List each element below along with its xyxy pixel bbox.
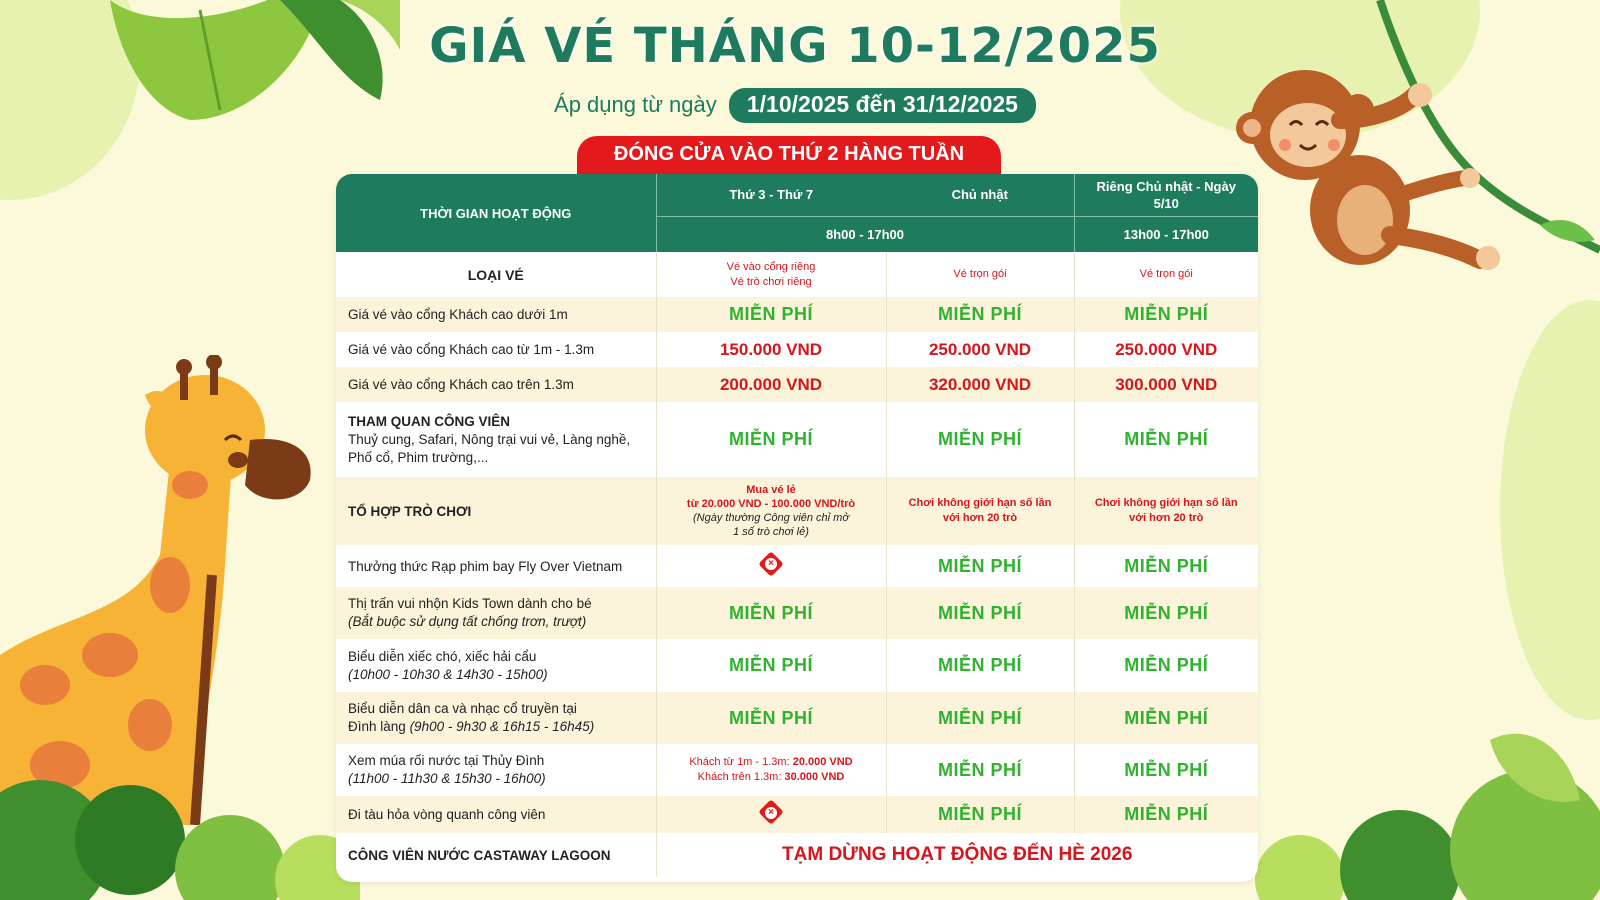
row-note: (9h00 - 9h30 & 16h15 - 16h45)	[409, 719, 595, 734]
free-badge: MIỄN PHÍ	[656, 639, 886, 692]
free-badge: MIỄN PHÍ	[1074, 587, 1258, 639]
table-row	[336, 367, 1258, 402]
table-row	[336, 477, 1258, 545]
price-cell: 300.000 VND	[1074, 367, 1258, 402]
combo-line: từ 20.000 VND - 100.000 VND/trò	[686, 498, 856, 510]
combo-line: Mua vé lẻ	[746, 484, 796, 496]
ticket-type-sunday: Vé trọn gói	[886, 252, 1074, 297]
combo-note: 1 số trò chơi lẻ)	[733, 526, 809, 538]
table-row	[336, 796, 1258, 833]
row-title: CÔNG VIÊN NƯỚC CASTAWAY LAGOON	[336, 833, 656, 877]
apply-dates	[0, 88, 1590, 123]
table-row	[336, 833, 1258, 877]
row-label: Thưởng thức Rạp phim bay Fly Over Vietnam	[336, 545, 656, 587]
free-badge: MIỄN PHÍ	[656, 587, 886, 639]
table-row	[336, 402, 1258, 477]
table-row	[336, 332, 1258, 367]
price-table	[336, 174, 1258, 882]
ticket-type-label: LOẠI VÉ	[336, 252, 656, 297]
row-title: THAM QUAN CÔNG VIÊN	[348, 413, 510, 429]
not-available-glyph: ×	[765, 807, 777, 819]
free-badge: MIỄN PHÍ	[886, 796, 1074, 833]
header-tue-sat: Thứ 3 - Thứ 7	[656, 174, 886, 216]
free-badge: MIỄN PHÍ	[886, 545, 1074, 587]
bush-icon	[0, 730, 360, 900]
header-special-sunday: Riêng Chủ nhật - Ngày 5/10	[1074, 174, 1258, 216]
free-badge: MIỄN PHÍ	[656, 692, 886, 744]
header-operating-time: THỜI GIAN HOẠT ĐỘNG	[336, 174, 656, 252]
free-badge: MIỄN PHÍ	[886, 639, 1074, 692]
row-label: Giá vé vào cổng Khách cao trên 1.3m	[336, 367, 656, 402]
price-cell: 320.000 VND	[886, 367, 1074, 402]
free-badge: MIỄN PHÍ	[1074, 402, 1258, 477]
row-title: TỔ HỢP TRÒ CHƠI	[336, 477, 656, 545]
price-cell: 150.000 VND	[656, 332, 886, 367]
table-row	[336, 252, 1258, 297]
free-badge: MIỄN PHÍ	[1074, 744, 1258, 796]
combo-line: với hơn 20 trò	[942, 512, 1018, 524]
combo-line: Chơi không giới hạn số lần	[908, 497, 1052, 509]
row-sub: Thuỷ cung, Safari, Nông trại vui vẻ, Làng nghề, Phố cổ, Phim trường,...	[348, 431, 631, 465]
table-row	[336, 692, 1258, 744]
bg-blob-right	[1500, 300, 1600, 720]
page-title: GIÁ VÉ THÁNG 10-12/2025	[429, 18, 1161, 74]
table-row	[336, 744, 1258, 796]
table-row	[336, 639, 1258, 692]
free-badge: MIỄN PHÍ	[1074, 545, 1258, 587]
row-note: (11h00 - 11h30 & 15h30 - 16h00)	[348, 771, 546, 786]
bush-icon	[1240, 720, 1600, 900]
free-badge: MIỄN PHÍ	[886, 744, 1074, 796]
price-cell: 200.000 VND	[656, 367, 886, 402]
puppet-price-label: Khách trên 1.3m:	[697, 771, 782, 783]
free-badge: MIỄN PHÍ	[1074, 639, 1258, 692]
table-row	[336, 297, 1258, 332]
closed-notice-banner: ĐÓNG CỬA VÀO THỨ 2 HÀNG TUẦN	[577, 136, 1001, 176]
ticket-type-line: Vé vào cổng riêng	[726, 260, 816, 273]
apply-range-pill: 1/10/2025 đến 31/12/2025	[729, 88, 1036, 123]
free-badge: MIỄN PHÍ	[656, 297, 886, 332]
row-label: Thị trấn vui nhộn Kids Town dành cho bé	[348, 596, 592, 611]
header-sunday: Chủ nhật	[886, 174, 1074, 216]
combo-note: (Ngày thường Công viên chỉ mở	[692, 512, 849, 524]
free-badge: MIỄN PHÍ	[656, 402, 886, 477]
not-available-icon	[758, 799, 784, 825]
not-available-icon	[758, 551, 784, 577]
row-label: Xem múa rối nước tại Thủy Đình	[348, 753, 545, 768]
row-label: Biểu diễn xiếc chó, xiếc hải cẩu	[348, 648, 537, 664]
free-badge: MIỄN PHÍ	[1074, 692, 1258, 744]
row-note: (Bắt buộc sử dụng tất chống trơn, trượt)	[348, 614, 587, 629]
row-label-2: Đình làng	[348, 719, 406, 734]
free-badge: MIỄN PHÍ	[1074, 796, 1258, 833]
puppet-price-label: Khách từ 1m - 1.3m:	[689, 756, 790, 768]
apply-prefix: Áp dụng từ ngày	[554, 92, 717, 117]
row-label: Giá vé vào cổng Khách cao từ 1m - 1.3m	[336, 332, 656, 367]
price-cell: 250.000 VND	[1074, 332, 1258, 367]
free-badge: MIỄN PHÍ	[1074, 297, 1258, 332]
price-cell: 250.000 VND	[886, 332, 1074, 367]
free-badge: MIỄN PHÍ	[886, 692, 1074, 744]
row-label: Đi tàu hỏa vòng quanh công viên	[336, 796, 656, 833]
header-hours-main: 8h00 - 17h00	[656, 216, 1074, 252]
not-available-glyph: ×	[765, 558, 777, 570]
free-badge: MIỄN PHÍ	[886, 587, 1074, 639]
row-note: (10h00 - 10h30 & 14h30 - 15h00)	[348, 666, 548, 682]
combo-line: với hơn 20 trò	[1129, 512, 1204, 524]
free-badge: MIỄN PHÍ	[886, 297, 1074, 332]
puppet-price-value: 20.000 VND	[792, 756, 853, 768]
table-row	[336, 587, 1258, 639]
free-badge: MIỄN PHÍ	[886, 402, 1074, 477]
header-hours-special: 13h00 - 17h00	[1074, 216, 1258, 252]
water-park-status: TẠM DỪNG HOẠT ĐỘNG ĐẾN HÈ 2026	[656, 833, 1258, 877]
combo-line: Chơi không giới hạn số lần	[1094, 497, 1238, 509]
row-label: Biểu diễn dân ca và nhạc cổ truyền tại	[348, 701, 577, 716]
ticket-type-special: Vé trọn gói	[1074, 252, 1258, 297]
table-row	[336, 545, 1258, 587]
puppet-price-value: 30.000 VND	[784, 771, 845, 783]
ticket-type-line: Vé trò chơi riêng	[730, 275, 812, 288]
row-label: Giá vé vào cổng Khách cao dưới 1m	[336, 297, 656, 332]
